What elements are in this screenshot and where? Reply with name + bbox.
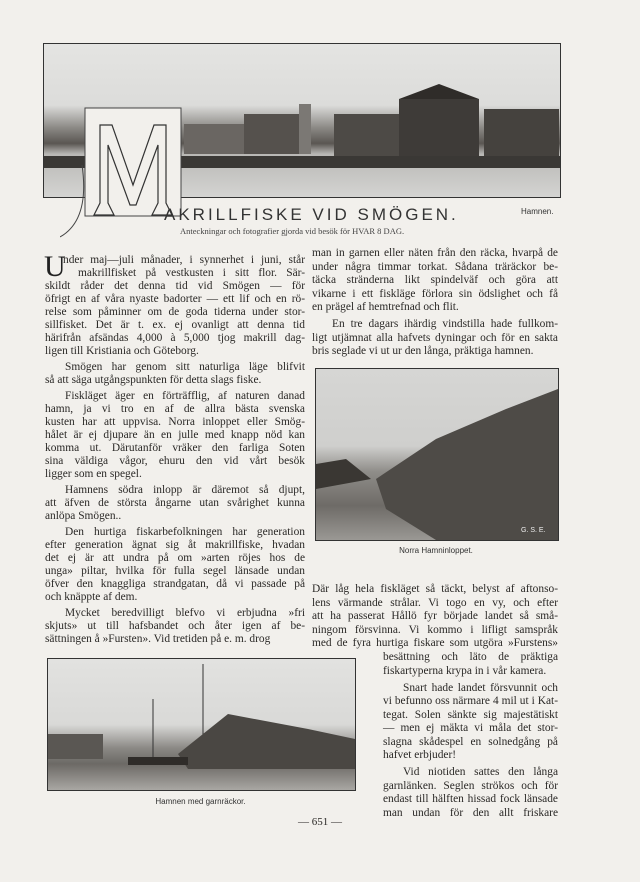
text-line: endast till hälften hissad fock länsade	[383, 793, 558, 805]
text-line: man in garnen eller näten från den räcka, hvarpå de	[312, 247, 558, 259]
paragraph	[383, 651, 558, 678]
text-line: det ej är att undra på om »arten röjes hos de	[45, 552, 305, 564]
right-column-bottom-text	[312, 583, 558, 651]
text-line: relse som påminner om de goda tiderna under stor-	[45, 306, 305, 318]
text-line: fiskartyperna krypa in i vår kamera.	[383, 664, 547, 677]
text-line: besättning och läto de präktiga	[383, 651, 558, 663]
text-line: öfrigt en af våra nyaste badorter — ett lif och en rö-	[45, 293, 305, 305]
photo-harbour-net-racks	[47, 658, 356, 791]
text-line: Hamnens södra inlopp är däremot så djupt,	[65, 484, 305, 496]
text-line: ningom försvinna. Vi kommo i lifligt samspråk	[312, 623, 558, 636]
text-line: öfver den knaggliga strandgatan, då vi passade på	[45, 578, 305, 590]
text-line: Vid niotiden sattes den långa	[403, 766, 558, 778]
text-line: ligen till Kristiania och Göteborg.	[45, 345, 199, 357]
text-line: komma ut. Därutanför vräker den farliga Soten	[45, 442, 305, 454]
text-line: Mycket beredvilligt blefvo vi erbjudna »fri	[65, 607, 305, 619]
photo-north-inlet	[315, 368, 559, 541]
text-line: Fiskläget äger en förträfflig, af naturen danad	[65, 390, 305, 402]
rocks-illustration	[316, 369, 558, 540]
text-line: anlöpa Smögen..	[45, 510, 122, 522]
text-line: att äfven de största ångarne utan svårighet kunna	[45, 497, 305, 509]
text-line: skjuts» ut till hafsbandet och åter igen af be-	[45, 620, 305, 632]
photo-mark: G. S. E.	[521, 527, 546, 534]
text-line: vi befunno oss närmare 4 mil ut i Kat-	[383, 695, 558, 707]
text-line: en prägel af hemtrefnad och flit.	[312, 301, 459, 313]
paragraph	[383, 682, 558, 763]
text-line: ligt utjämnat alla hafvets dyningar och för en sakta	[312, 331, 558, 344]
right-column-top-text	[312, 247, 558, 362]
text-line: ligger som en spegel.	[45, 468, 142, 480]
text-line: sättningen å »Fursten». Vid tretiden på e. m. drog	[45, 633, 271, 645]
page-number: — 651 —	[298, 816, 342, 828]
paragraph	[45, 390, 305, 481]
text-line: Den hurtiga fiskarbefolkningen har generation	[65, 526, 305, 538]
text-line: garnlänken. Seglen strökos och för	[383, 779, 558, 792]
text-line: så att säga utgångspunkten för detta slags fiske.	[45, 374, 262, 386]
text-line: Där låg hela fiskläget så täckt, belyst af aftonso-	[312, 583, 558, 595]
paragraph	[383, 766, 558, 820]
paragraph	[312, 318, 558, 359]
article-title: AKRILLFISKE VID SMÖGEN.	[164, 205, 459, 224]
text-line: efter generation ägnat sig åt makrillfiske, hvadan	[45, 539, 305, 551]
right-photo-caption: Norra Hamninloppet.	[399, 546, 473, 555]
text-line: och knäppte af dem.	[45, 591, 138, 603]
text-line: vikarne i ett fiskläge förlora sin ödslighet och få	[312, 287, 558, 300]
paragraph	[45, 484, 305, 523]
bottom-photo-caption: Hamnen med garnräckor.	[155, 797, 246, 806]
text-line: hamn, ja vi tro en af de allra bästa svenska	[45, 403, 305, 415]
text-line: — men ej mäkta vi måla det stor-	[383, 722, 558, 734]
text-line: En tre dagars ihärdig vindstilla hade fullkom-	[332, 318, 558, 330]
text-line: hålet är ej djupare än en julle med knapp nöd kan	[45, 429, 305, 441]
paragraph	[45, 361, 305, 387]
text-line: skildt råder det denna tid vid Smögen — för	[45, 280, 305, 292]
text-line: hafvet erbjuder!	[383, 749, 457, 761]
text-line: makrillfisket på vestkusten i sitt flor. Sär-	[78, 267, 305, 279]
boats-illustration	[48, 659, 355, 790]
paragraph	[312, 247, 558, 315]
drop-cap: U	[44, 250, 66, 283]
text-line: sina väldiga vågor, ehuru den vid vårt besök	[45, 455, 305, 467]
text-line: tegat. Solen sänkte sig majestätiskt	[383, 708, 558, 721]
text-line: under några timmar torkat. Sådana träräckor be-	[312, 260, 558, 273]
text-line: att ha passerat Hållö fyr började landet så små-	[312, 610, 558, 622]
text-line: med de fyra hurtiga fiskare som utgöra »Furstens»	[312, 637, 558, 649]
text-line: unga» piltar, hvilka för fulla segel länsade undan	[45, 565, 305, 577]
text-line: sillfisket. Det är t. ex. ej ovanligt att denna tid	[45, 319, 305, 331]
left-column-text	[44, 250, 305, 649]
text-line: nder maj—juli månader, i synnerhet i juni, står	[63, 254, 305, 266]
text-line: täcka stränderna likt spindelväf och göra att	[312, 274, 558, 286]
paragraph	[44, 250, 305, 358]
text-line: bris seglade vi ut ur den långa, präktiga hamnen.	[312, 345, 534, 357]
paragraph	[45, 526, 305, 604]
paragraph	[45, 607, 305, 646]
right-column-indented-text	[383, 651, 558, 824]
text-line: lens värmande strålar. Vi togo en vy, och efter	[312, 596, 558, 609]
text-line: Snart hade landet försvunnit och	[403, 681, 558, 694]
top-photo-caption: Hamnen.	[521, 207, 554, 216]
text-line: slagna skådespel en solnedgång på	[383, 735, 558, 748]
text-line: härifrån afsändas 4,000 à 5,000 tjog makrill dag-	[45, 332, 305, 344]
article-subtitle: Anteckningar och fotografier gjorda vid besök för HVAR 8 DAG.	[180, 226, 405, 236]
text-line: Smögen har genom sitt naturliga läge blifvit	[65, 361, 305, 373]
text-line: man undan för den allt friskare	[383, 806, 558, 819]
text-line: kusten har att uppvisa. Norra inloppet eller Smög-	[45, 416, 305, 428]
